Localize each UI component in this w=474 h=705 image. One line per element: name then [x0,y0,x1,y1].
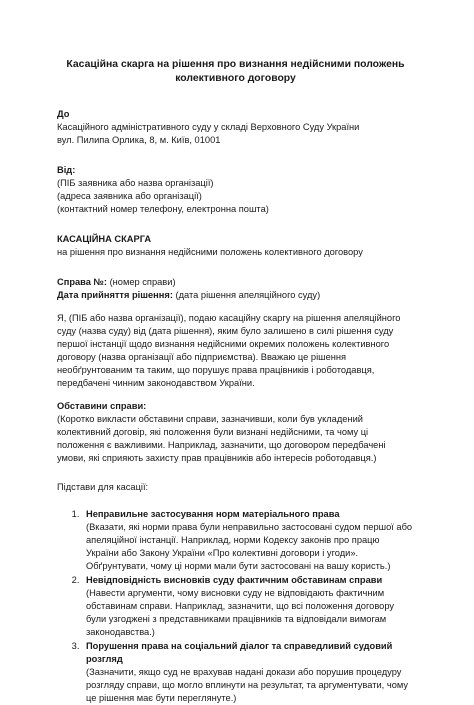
sender-name: (ПІБ заявника або назва організації) [57,178,214,188]
complaint-heading: КАСАЦІЙНА СКАРГА [57,234,152,244]
ground-text: (Навести аргументи, чому висновки суду не відповідають фактичним обставинам справи. Наприклад, зазначити, що всі положення договору були узгоджені з представниками працівників та відповідали вимогам законодавства.) [86,588,395,637]
addressee-block [57,108,414,147]
grounds-list [57,508,414,705]
intro-paragraph: Я, (ПІБ або назва організації), подаю касаційну скаргу на рішення апеляційного суду (назва суду) від (дата рішення), яким було залишено в силі рішення суду першої інстанції щодо визнання недійсними окремих положень колективного договору (назва організації або підприємства). Вважаю це рішення необґрунтованим та таким, що порушує права працівників і роботодавця, передбачені чинним законодавством України. [57,313,401,388]
case-details [57,276,414,302]
list-item [82,508,414,573]
complaint-heading-block [57,233,414,259]
case-number-line [57,276,414,289]
complaint-subtitle: на рішення про визнання недійсними положень колективного договору [57,247,363,257]
case-number-value: (номер справи) [106,277,176,287]
circumstances-text: (Коротко викласти обставини справи, зазначивши, коли був укладений колективний договір, які положення були визнані недійсними, та чому ці положення є важливими. Наприклад, зазначити, що договором передбачені умови, які сприяють захисту прав працівників або інтересів роботодавця.) [57,414,386,463]
ground-title: 1. Неправильне застосування норм матеріального права [86,509,340,519]
addressee-court: Касаційного адміністративного суду у складі Верховного Суду України [57,122,360,132]
sender-contacts: (контактний номер телефону, електронна пошта) [57,204,269,214]
addressee-address: вул. Пилипа Орлика, 8, м. Київ, 01001 [57,135,221,145]
circumstances-heading: Обставини справи: [57,401,147,411]
addressee-heading: До [57,109,70,119]
grounds-heading: Підстави для касації: [57,482,149,492]
case-date-line [57,289,414,302]
ground-text: (Вказати, які норми права були неправильно застосовані судом першої або апеляційної інстанції. Наприклад, норми Кодексу законів про працю України або Закону України «Про колективні договори і угоди». Обґрунтувати, чому ці норми мали бути застосовані на вашу користь.) [86,522,413,571]
sender-block [57,164,414,216]
ground-text: (Зазначити, якщо суд не врахував надані докази або порушив процедуру розгляду справи, що могло вплинути на результат, та аргументувати, чому це рішення має бути переглянуте.) [86,667,409,703]
case-date-label: Дата прийняття рішення: [57,290,173,300]
list-item [82,574,414,639]
ground-title: 2. Невідповідність висновків суду фактичним обставинам справи [86,575,383,585]
case-date-value: (дата рішення апеляційного суду) [172,290,321,300]
list-item [82,640,414,705]
sender-heading: Від: [57,165,76,175]
document-title: Касаційна скарга на рішення про визнання недійсними положень колективного договору [66,59,405,84]
sender-address: (адреса заявника або організації) [57,191,202,201]
grounds-block [57,481,414,705]
ground-title: 3. Порушення права на соціальний діалог та справедливий судовий розгляд [86,641,393,664]
case-number-label: Справа №: [57,277,107,287]
circumstances-block [57,400,414,465]
